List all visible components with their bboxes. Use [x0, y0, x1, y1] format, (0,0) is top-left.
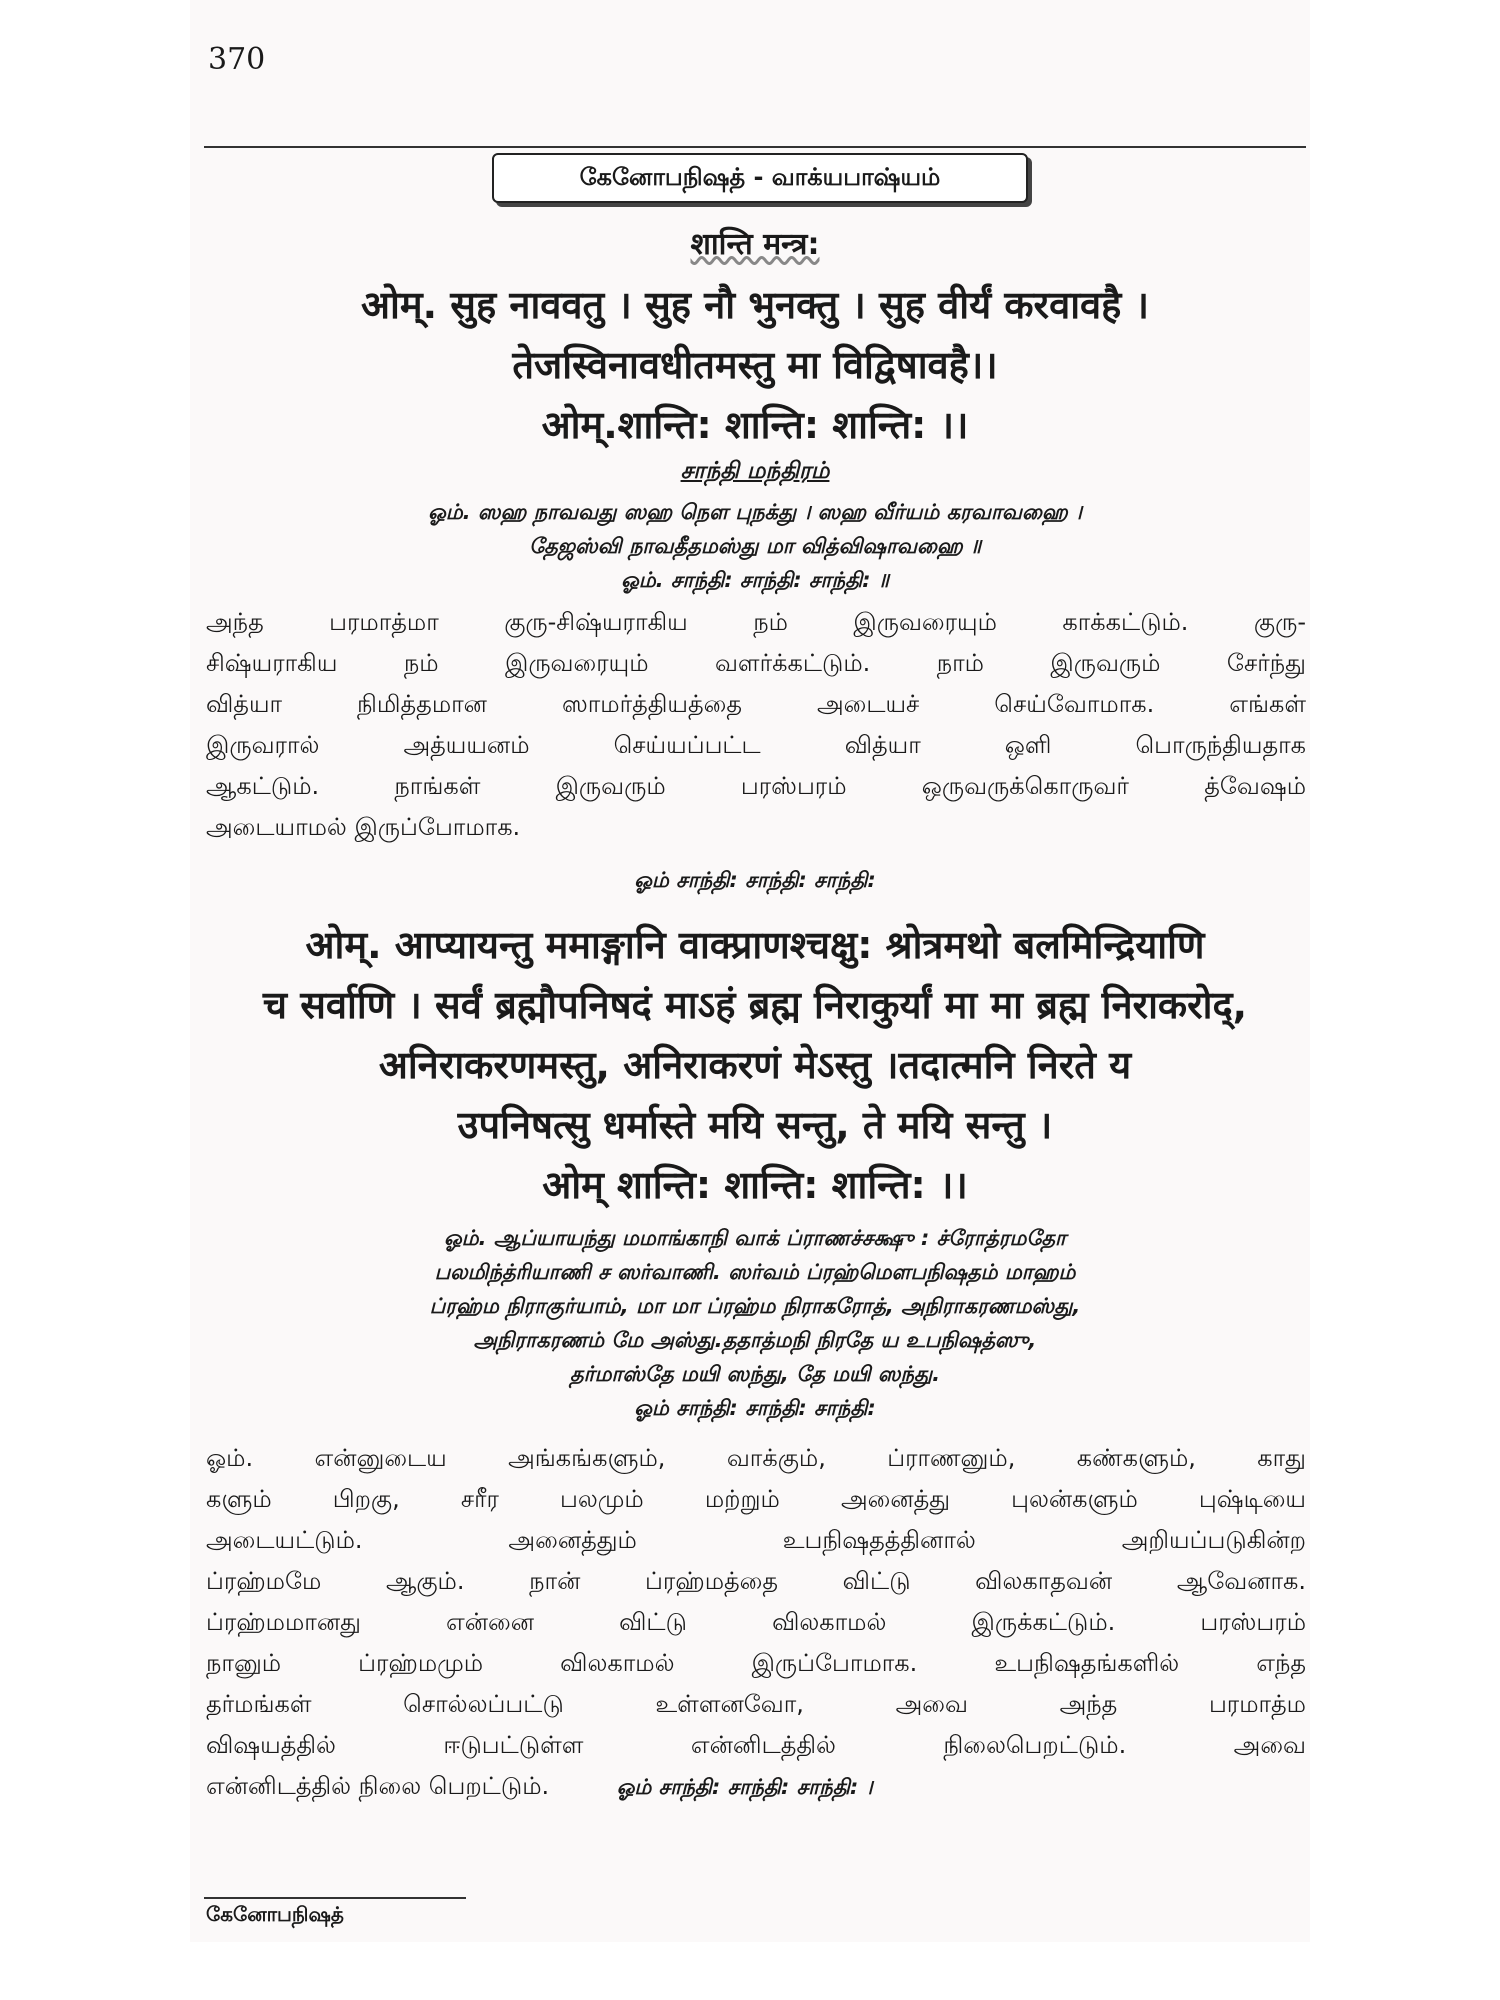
page-number: 370	[208, 42, 266, 77]
tamil-translit-line: ஓம் சாந்தி: சாந்தி: சாந்தி:	[634, 1396, 876, 1420]
sanskrit-verse-line: उपनिषत्सु धर्मास्ते मयि सन्तु, ते मयि सन्तु ।	[457, 1103, 1053, 1147]
tamil-heading: சாந்தி மந்திரம்	[680, 458, 830, 484]
paragraph-line: அடையாமல் இருப்போமாக.	[206, 813, 521, 841]
paragraph-line: ப்ரஹ்மமானது என்னை விட்டு விலகாமல் இருக்கட்டும். பரஸ்பரம்	[206, 1608, 1306, 1636]
paragraph-line: வித்யா நிமித்தமான ஸாமர்த்தியத்தை அடையச் செய்வோமாக. எங்கள்	[206, 690, 1306, 718]
footer-title: கேனோபநிஷத்	[206, 1902, 344, 1926]
header-title: கேனோபநிஷத் - வாக்யபாஷ்யம்	[579, 162, 941, 191]
meaning-paragraph	[206, 602, 1306, 848]
meaning-paragraph	[206, 1438, 1306, 1808]
paragraph-line: நானும் ப்ரஹ்மமும் விலகாமல் இருப்போமாக. உபநிஷதங்களில் எந்த	[206, 1649, 1306, 1677]
paragraph-line: ஓம். என்னுடைய அங்கங்களும், வாக்கும், ப்ராணனும், கண்களும், காது	[206, 1444, 1306, 1472]
tamil-translit-line: தர்மாஸ்தே மயி ஸந்து, தே மயி ஸந்து.	[569, 1362, 941, 1386]
paragraph-line: தர்மங்கள் சொல்லப்பட்டு உள்ளனவோ, அவை அந்த பரமாத்ம	[206, 1690, 1306, 1718]
sanskrit-verse-line: च सर्वाणि । सर्वं ब्रह्मौपनिषदं माऽहं ब्रह्म निराकुर्यां मा मा ब्रह्म निराकरोद्,	[262, 983, 1248, 1027]
sanskrit-verse-line: ओम्. आप्यायन्तु ममाङ्गानि वाक्प्राणश्चक्षु: श्रोत्रमथो बलमिन्द्रियाणि	[305, 923, 1205, 967]
paragraph-line: சிஷ்யராகிய நம் இருவரையும் வளர்க்கட்டும். நாம் இருவரும் சேர்ந்து	[206, 649, 1306, 677]
tamil-translit-line: பலமிந்த்ரியாணி ச ஸர்வாணி. ஸர்வம் ப்ரஹ்மௌபநிஷதம் மாஹம்	[434, 1260, 1076, 1284]
paragraph-line: ப்ரஹ்மமே ஆகும். நான் ப்ரஹ்மத்தை விட்டு விலகாதவன் ஆவேனாக.	[206, 1567, 1306, 1595]
sanskrit-verse-line: ओम्.शान्ति: शान्ति: शान्ति: ।।	[541, 403, 969, 447]
footer-rule	[204, 1897, 466, 1899]
paragraph-line: அடையட்டும். அனைத்தும் உபநிஷதத்தினால் அறியப்படுகின்ற	[206, 1526, 1306, 1554]
paragraph-line: ஆகட்டும். நாங்கள் இருவரும் பரஸ்பரம் ஒருவருக்கொருவர் த்வேஷம்	[206, 772, 1306, 800]
tamil-translit-line: ஓம். ஆப்யாயந்து மமாங்காநி வாக் ப்ராணச்சக்ஷு : ச்ரோத்ரமதோ	[444, 1226, 1066, 1250]
sanskrit-verse-line: अनिराकरणमस्तु, अनिराकरणं मेऽस्तु ।तदात्मनि निरते य	[378, 1043, 1132, 1087]
tamil-translit-line: அநிராகரணம் மே அஸ்து.ததாத்மநி நிரதே ய உபநிஷத்ஸு,	[473, 1328, 1037, 1352]
paragraph-line: இருவரால் அத்யயனம் செய்யப்பட்ட வித்யா ஒளி பொருந்தியதாக	[206, 731, 1306, 759]
tamil-translit-line: ப்ரஹ்ம நிராகுர்யாம், மா மா ப்ரஹ்ம நிராகரோத், அநிராகரணமஸ்து,	[429, 1294, 1081, 1318]
tamil-translit-line: தேஜஸ்வி நாவதீதமஸ்து மா வித்விஷாவஹை ॥	[529, 534, 981, 558]
sanskrit-heading: शान्ति मन्त्र:	[690, 227, 820, 262]
paragraph-line: என்னிடத்தில் நிலை பெறட்டும்.	[206, 1772, 550, 1800]
header-title-box	[492, 153, 1028, 203]
paragraph-line: அந்த பரமாத்மா குரு-சிஷ்யராகிய நம் இருவரையும் காக்கட்டும். குரு-	[206, 608, 1306, 636]
paragraph-line: களும் பிறகு, சரீர பலமும் மற்றும் அனைத்து புலன்களும் புஷ்டியை	[206, 1485, 1306, 1513]
sanskrit-verse-line: ओम्. सुह नाववतु । सुह नौ भुनक्तु । सुह वीर्यं करवावहै ।	[361, 283, 1149, 327]
header-rule	[204, 146, 1306, 148]
tamil-translit-line: ஓம். சாந்தி: சாந்தி: சாந்தி: ॥	[621, 568, 889, 592]
shanti-closing: ஓம் சாந்தி: சாந்தி: சாந்தி:	[634, 868, 876, 892]
tamil-translit-line: ஓம். ஸஹ நாவவது ஸஹ நௌ புநக்து । ஸஹ வீர்யம் கரவாவஹை ।	[428, 500, 1082, 524]
sanskrit-verse-line: ओम् शान्ति: शान्ति: शान्ति: ।।	[542, 1163, 968, 1207]
shanti-closing: ஓம் சாந்தி: சாந்தி: சாந்தி: ।	[616, 1775, 873, 1799]
sanskrit-verse-line: तेजस्विनावधीतमस्तु मा विद्विषावहै।।	[512, 343, 998, 387]
paragraph-last-line	[206, 1766, 1306, 1808]
paragraph-line: விஷயத்தில் ஈடுபட்டுள்ள என்னிடத்தில் நிலைபெறட்டும். அவை	[206, 1731, 1306, 1759]
